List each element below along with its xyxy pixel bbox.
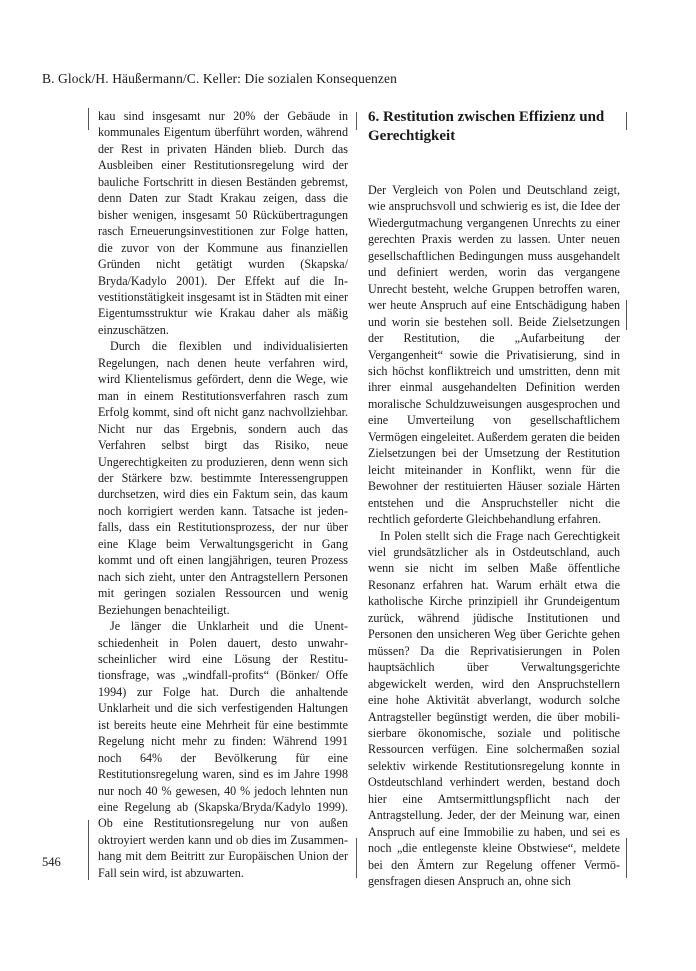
paragraph: Durch die flexiblen und individualisierten Regelungen, nach denen heute verfahren wird, wird Klientelismus gefördert, denn die Wege, wie man in einem Restitutionsverfahren rasch zum Erfolg kommt, sind oft nicht ganz nachvollziehbar. Nicht nur das Ergebnis, sondern auch das Verfahren selbst birgt das Risiko, neue Ungerechtigkeiten zu produzieren, denn wenn sich der Stärkere bzw. bestimmte Interessengruppen durchsetzen, wird dies ein Faktum sein, das kaum noch korrigiert werden kann. Tatsache ist jedenfalls, dass ein Restitutionsprozess, der nur über eine Klage beim Verwaltungsgericht in Gang kommt und oft einen langjährigen, teuren Prozess nach sich zieht, unter den Antragstellern Personen mit geringen sozialen Ressourcen und wenig Beziehungen benachteiligt.: [98, 339, 348, 617]
column-rule: [356, 838, 357, 878]
left-column: [98, 108, 348, 881]
margin-rule: [88, 820, 89, 880]
paragraph: Der Vergleich von Polen und Deutschland zeigt, wie anspruchsvoll und schwierig es ist, die Idee der Wiedergutmachung vergangenen Unrechts zu einer gerechten Praxis werden zu lassen. Unter neuen gesellschaftlichen Bedingungen muss ausgehandelt und definiert werden, worin das vergangene Unrecht besteht, welche Gruppen betroffen waren, wer heute Anspruch auf eine Entschädigung haben und worin sie bestehen soll. Beide Zielsetzungen der Restitution, die „Aufarbeitung der Vergangenheit“ sowie die Privatisierung, sind in sich höchst konfliktreich und umstritten, denn mit ihrer einmal ausgehandelten Definition werden moralische Schuldzuweisungen ausgesprochen und eine Umverteilung von gesellschaftlichem Vermögen eingeleitet. Außerdem geraten die beiden Zielsetzungen bei der Umsetzung der Restitution leicht miteinander in Konflikt, wenn für die Bewohner der restituierten Häuser soziale Härten entstehen und die Anspruchsteller nicht die rechtlich geforderte Gleichbehandlung erfahren.: [368, 183, 620, 527]
margin-rule: [626, 112, 627, 130]
paragraph: kau sind insgesamt nur 20% der Gebäude in kommunales Eigentum überführt worden, während der Rest in privaten Händen blieb. Durch das Ausbleiben einer Restitutionsregelung wird der bauliche Fortschritt in diesen Beständen gebremst, denn Daten zur Stadt Krakau zeigen, dass die bisher wenigen, insgesamt 50 Rückübertragungen rasch Erneuerungsinvestitionen zur Folge hatten, die zuvor von der Kommune aus finanziellen Gründen nicht getätigt wurden (Skapska/ Bryda/Kadylo 2001). Der Effekt auf die Investitionstätigkeit insgesamt ist in Städten mit einer Eigentumsstruktur wie Krakau daher als mäßig einzuschätzen.: [98, 109, 348, 337]
section-heading: 6. Restitution zwischen Effizienz und Gerechtigkeit: [368, 109, 605, 144]
margin-rule: [88, 108, 89, 130]
margin-rule: [626, 838, 627, 878]
running-head: B. Glock/H. Häußermann/C. Keller: Die sozialen Konsequenzen: [42, 71, 397, 86]
page-number: 546: [42, 855, 61, 869]
paragraph: Je länger die Unklarheit und die Unentschiedenheit in Polen dauert, desto unwahrscheinlicher wird eine Lösung der Restitutionsfrage, was „windfall-profits“ (Bönker/ Offe 1994) zur Folge hat. Durch die anhaltende Unklarheit und die sich verfestigenden Haltungen ist bereits heute eine Mehrheit für eine bestimmte Regelung nicht mehr zu finden: Während 1991 noch 64% der Bevölkerung für eine Restitutionsregelung waren, sind es im Jahre 1998 nur noch 40 % gewesen, 40 % jedoch lehnten nun eine Regelung ab (Skapska/Bryda/Kadylo 1999). Ob eine Restitutionsregelung nur von außen oktroyiert werden kann und ob dies im Zusammenhang mit dem Beitritt zur Europäischen Union der Fall sein wird, ist abzuwarten.: [98, 619, 348, 880]
paragraph: In Polen stellt sich die Frage nach Gerechtigkeit viel grundsätzlicher als in Ostdeutschland, auch wenn sie nicht im selben Maße öffentliche Resonanz erfahren hat. Warum erhält etwa die katholische Kirche prinzipiell ihr Grundeigentum zurück, während jüdische Institutionen und Personen den unsicheren Weg über Gerichte gehen müssen? Da die Reprivatisierungen in Polen hauptsächlich über Verwaltungsgerichte abgewickelt werden, wird den Anspruchstellern eine hohe Aktivität abverlangt, wodurch solche Antragsteller begünstigt werden, die über mobilisierbare ökonomische, soziale und politische Ressourcen verfügen. Eine solchermaßen sozial selektiv wirkende Restitutionsregelung konnte in Ostdeutschland verhindert werden, bestand doch hier eine Amtsermittlungspflicht nach der Antragstellung. Jeder, der der Meinung war, einen Anspruch auf eine Immobilie zu haben, und sei es noch „die entlegenste kleine Obstwiese“, meldete bei den Ämtern zur Regelung offener Vermögensfragen diesen Anspruch an, ohne sich: [368, 528, 620, 889]
right-column: [368, 108, 620, 889]
column-rule: [356, 112, 357, 130]
margin-rule: [626, 300, 627, 330]
